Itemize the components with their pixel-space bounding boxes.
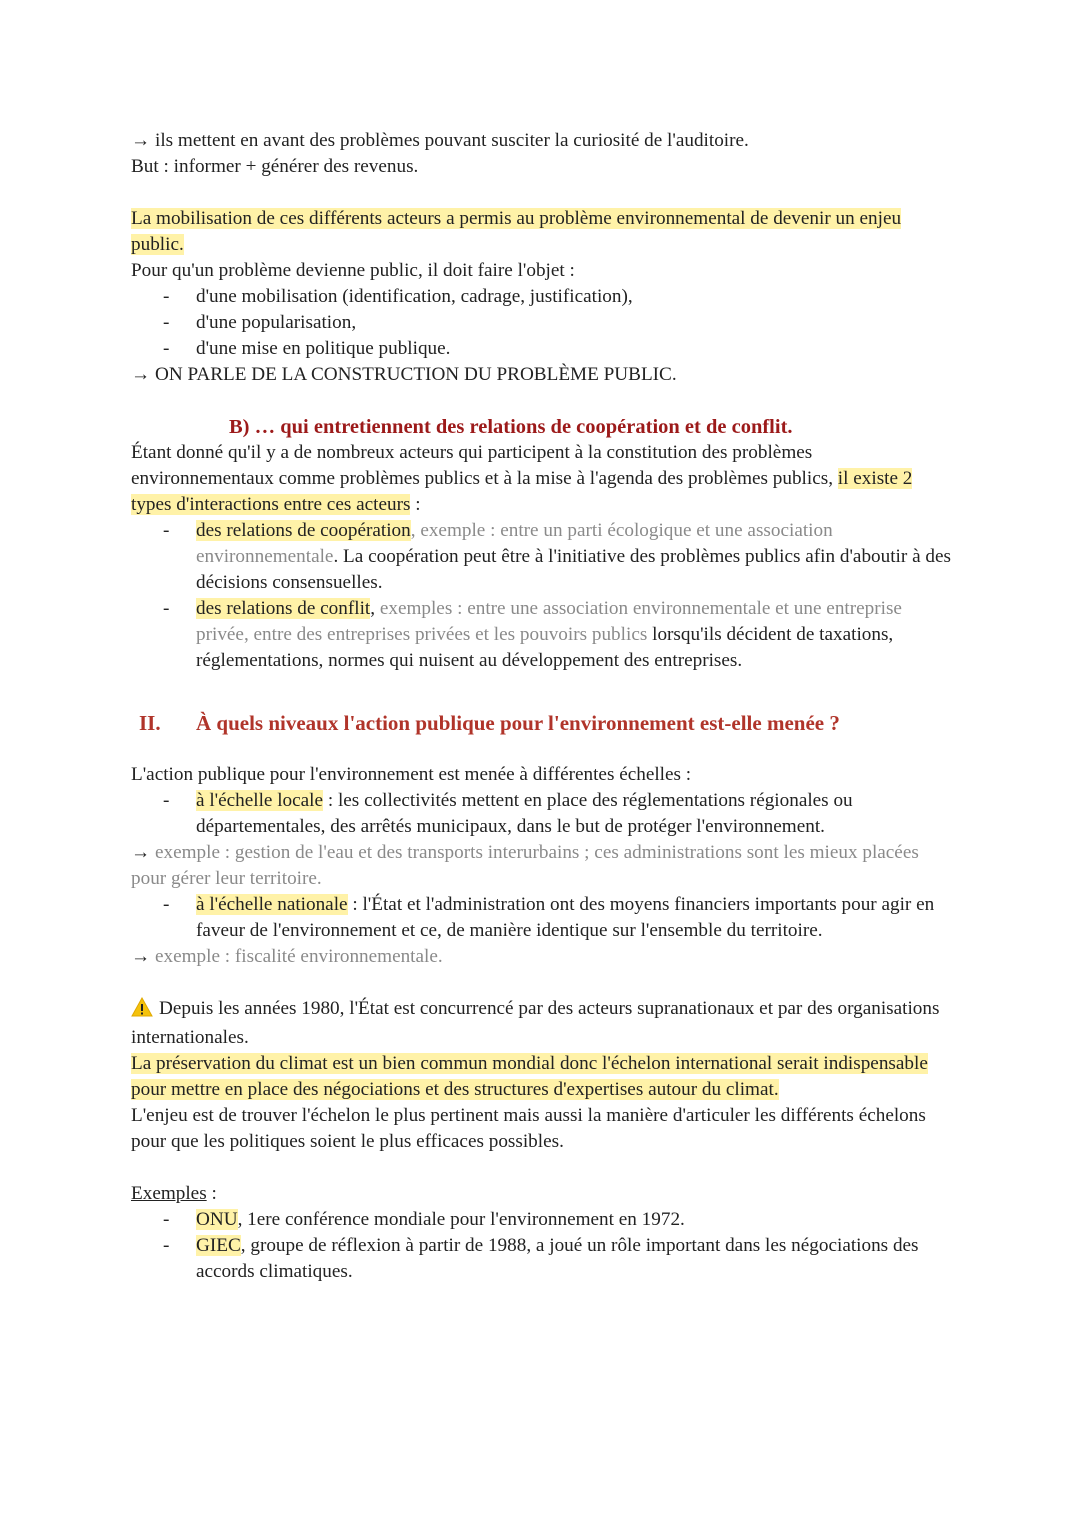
highlighted-text: La mobilisation de ces différents acteurs a permis au problème environnemental de devenir un enjeu public. xyxy=(131,208,902,255)
exemples-list xyxy=(131,1207,951,1285)
section-ii-heading: II. À quels niveaux l'action publique pour l'environnement est-elle menée ? xyxy=(139,711,840,735)
example-text: , exemple : entre un parti écologique et une association environnementale xyxy=(196,520,833,567)
highlighted-text: à l'échelle nationale xyxy=(196,894,348,915)
list-item: - des relations de coopération, exemple : entre un parti écologique et une association environnementale. La coopération peut être à l'initiative des problèmes publics afin d'aboutir à des décisions consensuelles. xyxy=(163,520,951,593)
list-item: - à l'échelle nationale : l'État et l'administration ont des moyens financiers importants pour agir en faveur de l'environnement et ce, de manière identique sur l'ensemble du territoire. xyxy=(163,894,935,941)
list-item: - ONU, 1ere conférence mondiale pour l'environnement en 1972. xyxy=(163,1209,685,1230)
interactions-list xyxy=(131,518,951,674)
list-item: - à l'échelle locale : les collectivités mettent en place des réglementations régionales ou départementales, des arrêtés municipaux, dans le but de protéger l'environnement. xyxy=(163,790,853,837)
highlighted-text: ONU xyxy=(196,1209,238,1230)
mobilisation-list xyxy=(131,284,951,362)
highlighted-text: des relations de coopération xyxy=(196,520,411,541)
list-item: - d'une popularisation, xyxy=(163,312,357,333)
list-item: - d'une mobilisation (identification, cadrage, justification), xyxy=(163,286,633,307)
warning-highlight xyxy=(131,1051,951,1103)
intro-line-2: But : informer + générer des revenus. xyxy=(131,156,419,177)
example-text: exemple : fiscalité environnementale. xyxy=(154,946,443,967)
exemples-label: Exemples : xyxy=(131,1183,217,1204)
list-item: - d'une mise en politique publique. xyxy=(163,338,451,359)
highlighted-text: des relations de conflit xyxy=(196,598,371,619)
intro-line-1: → ils mettent en avant des problèmes pouvant susciter la curiosité de l'auditoire. xyxy=(131,130,749,151)
section-b-heading: B) … qui entretiennent des relations de coopération et de conflit. xyxy=(229,416,793,438)
section-ii-lead: L'action publique pour l'environnement est menée à différentes échelles : xyxy=(131,764,692,785)
enjeu-paragraph: L'enjeu est de trouver l'échelon le plus pertinent mais aussi la manière d'articuler les différents échelons pour que les politiques soient le plus efficaces possibles. xyxy=(131,1105,926,1152)
scales-list-national xyxy=(131,892,951,944)
highlighted-text: à l'échelle locale xyxy=(196,790,324,811)
highlighted-text: GIEC xyxy=(196,1235,241,1256)
list-item: - des relations de conflit, exemples : entre une association environnementale et une entreprise privée, entre des entreprises privées et les pouvoirs publics lorsqu'ils décident de taxations, réglementations, normes qui nuisent au développement des entreprises. xyxy=(163,598,902,671)
local-example: → exemple : gestion de l'eau et des transports interurbains ; ces administrations sont les mieux placées pour gérer leur territoire. xyxy=(131,842,919,889)
mobilisation-lead: Pour qu'un problème devienne public, il doit faire l'objet : xyxy=(131,260,575,281)
warning-icon xyxy=(131,997,153,1025)
mobilisation-conclusion: → ON PARLE DE LA CONSTRUCTION DU PROBLÈME PUBLIC. xyxy=(131,364,677,385)
mobilisation-highlight xyxy=(131,206,951,258)
list-item: - GIEC, groupe de réflexion à partir de 1988, a joué un rôle important dans les négociations des accords climatiques. xyxy=(163,1235,919,1282)
highlighted-text: La préservation du climat est un bien commun mondial donc l'échelon international serait indispensable pour mettre en place des négociations et des structures d'expertises autour du climat. xyxy=(131,1053,928,1100)
example-text: exemple : gestion de l'eau et des transports interurbains ; ces administrations sont les mieux placées pour gérer leur territoire. xyxy=(131,842,919,889)
national-example: → exemple : fiscalité environnementale. xyxy=(131,946,443,967)
scales-list-local xyxy=(131,788,951,840)
example-text: exemples : entre une association environnementale et une entreprise privée, entre des entreprises privées et les pouvoirs publics xyxy=(196,598,902,645)
document-page xyxy=(131,128,951,1285)
warning-paragraph: Depuis les années 1980, l'État est concurrencé par des acteurs supranationaux et par des organisations internationales. xyxy=(131,998,940,1048)
section-b-paragraph: Étant donné qu'il y a de nombreux acteurs qui participent à la constitution des problèmes environnementaux comme problèmes publics et à la mise à l'agenda des problèmes publics, il existe 2 types d'interactions entre ces acteurs : xyxy=(131,442,913,515)
highlighted-text: il existe 2 types d'interactions entre ces acteurs xyxy=(131,468,913,515)
